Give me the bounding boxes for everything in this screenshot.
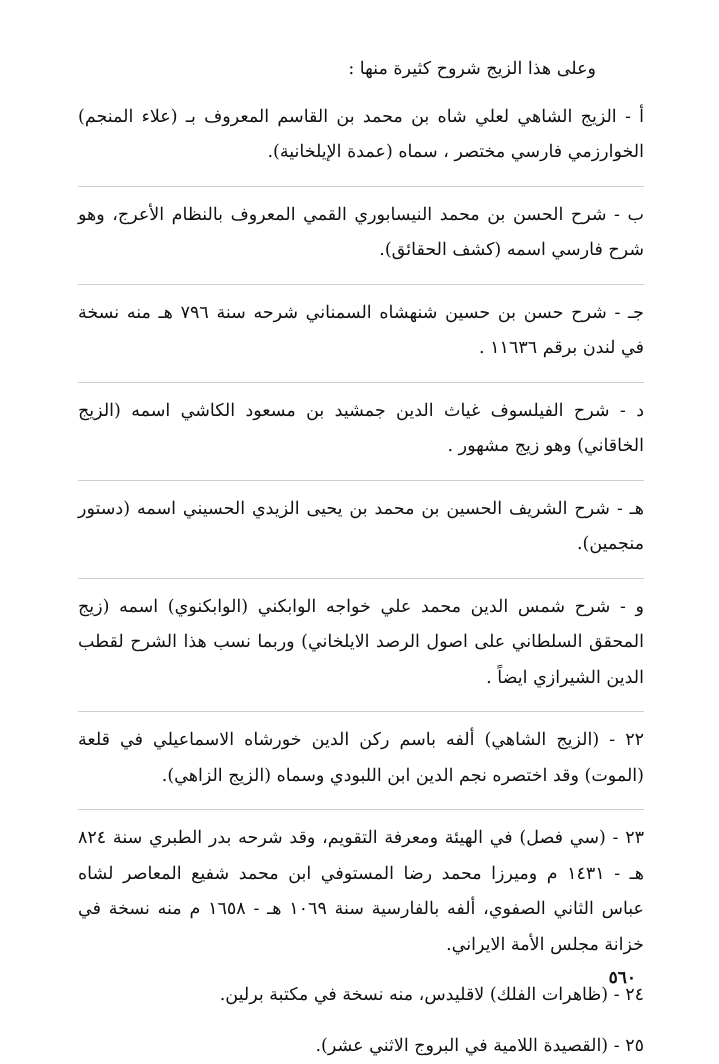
list-item-jim: جـ - شرح حسن بن حسين شنهشاه السمناني شرحه سنة ٧٩٦ هـ منه نسخة في لندن برقم ١١٦٣٦ . [78,296,644,367]
divider [78,711,644,712]
list-item-ha: هـ - شرح الشريف الحسين بن محمد بن يحيى الزيدي الحسيني اسمه (دستور منجمين). [78,492,644,563]
divider [78,186,644,187]
list-item-waw: و - شرح شمس الدين محمد علي خواجه الوابكني (الوابكنوي) اسمه (زيج المحقق السلطاني على اصول الرصد الايلخاني) وربما نسب هذا الشرح لقطب الدين الشيرازي ايضاً . [78,590,644,697]
list-item-dal: د - شرح الفيلسوف غياث الدين جمشيد بن مسعود الكاشي اسمه (الزيج الخاقاني) وهو زيج مشهور . [78,394,644,465]
divider [78,382,644,383]
list-item-alif: أ - الزيج الشاهي لعلي شاه بن محمد بن القاسم المعروف بـ (علاء المنجم) الخوارزمي فارسي مختصر ، سماه (عمدة الإيلخانية). [78,100,644,171]
list-item-23: ٢٣ - (سي فصل) في الهيئة ومعرفة التقويم، وقد شرحه بدر الطبري سنة ٨٢٤ هـ - ١٤٣١ م وميرزا محمد رضا المستوفي ابن محمد شفيع المعاصر لشاه عباس الثاني الصفوي، ألفه بالفارسية سنة ١٠٦٩ هـ - ١٦٥٨ م منه نسخة في خزانة مجلس الأمة الايراني. [78,821,644,963]
divider [78,284,644,285]
list-item-ba: ب - شرح الحسن بن محمد النيسابوري القمي المعروف بالنظام الأعرج، وهو شرح فارسي اسمه (كشف الحقائق). [78,198,644,269]
list-item-25: ٢٥ - (القصيدة اللامية في البروج الاثني عشر). [78,1029,644,1064]
divider [78,480,644,481]
divider [78,809,644,810]
list-item-22: ٢٢ - (الزيج الشاهي) ألفه باسم ركن الدين خورشاه الاسماعيلي في قلعة (الموت) وقد اختصره نجم الدين ابن اللبودي وسماه (الزيج الزاهي). [78,723,644,794]
page-number: ٥٦٠ [609,968,636,988]
intro-line: وعلى هذا الزيج شروح كثيرة منها : [78,52,644,88]
page-body [78,52,644,992]
list-item-24: ٢٤ - (ظاهرات الفلك) لاقليدس، منه نسخة في مكتبة برلين. [78,978,644,1014]
divider [78,578,644,579]
